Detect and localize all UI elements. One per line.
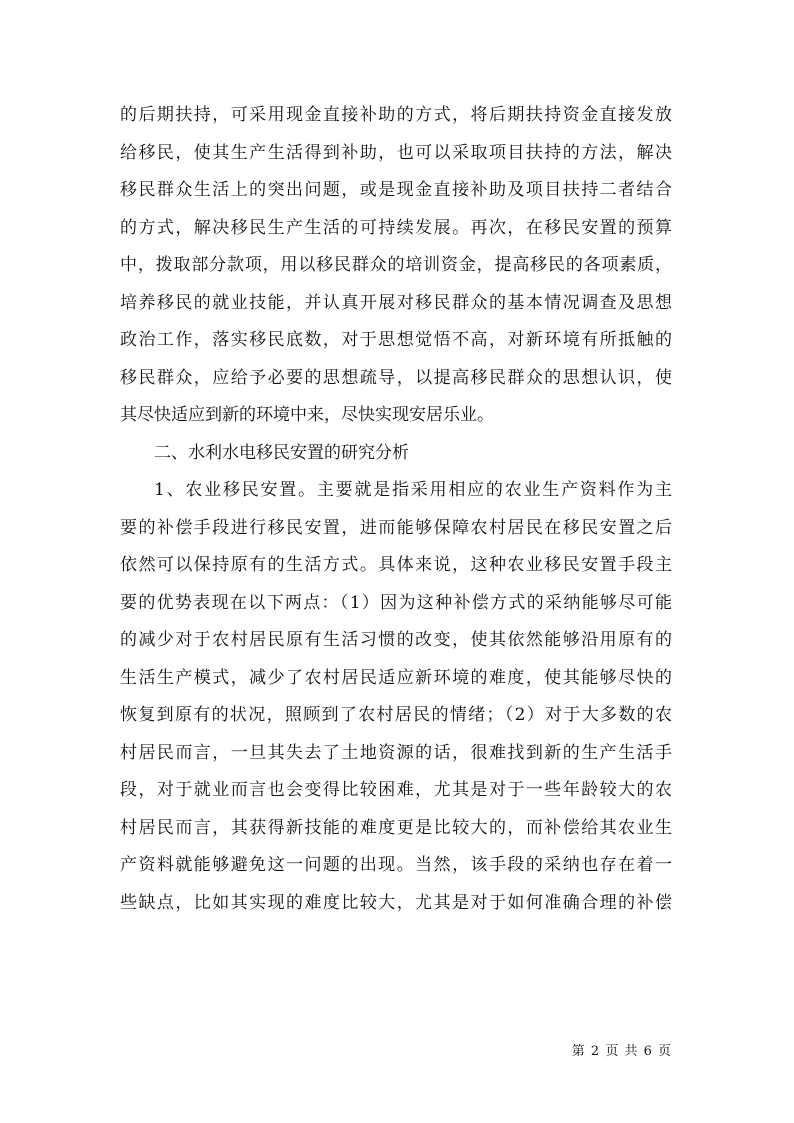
text-line: 中，拨取部分款项，用以移民群众的培训资金，提高移民的各项素质， [120, 255, 672, 275]
text-line: 的减少对于农村居民原有生活习惯的改变，使其依然能够沿用原有的 [120, 630, 672, 650]
body-text [120, 97, 672, 922]
text-line: 要的优势表现在以下两点：（1）因为这种补偿方式的采纳能够尽可能 [120, 592, 672, 613]
text-line: 1、农业移民安置。主要就是指采用相应的农业生产资料作为主 [154, 480, 672, 500]
text-line: 移民群众生活上的突出问题，或是现金直接补助及项目扶持二者结合 [120, 180, 672, 200]
text-line: 要的补偿手段进行移民安置，进而能够保障农村居民在移民安置之后 [120, 517, 672, 538]
text-line: 的方式，解决移民生产生活的可持续发展。再次，在移民安置的预算 [120, 217, 672, 238]
text-line: 培养移民的就业技能，并认真开展对移民群众的基本情况调查及思想 [120, 292, 672, 313]
text-line: 村居民而言，其获得新技能的难度更是比较大的，而补偿给其农业生 [120, 817, 672, 838]
text-line: 给移民，使其生产生活得到补助，也可以采取项目扶持的方法，解决 [120, 142, 672, 163]
text-line: 产资料就能够避免这一问题的出现。当然，该手段的采纳也存在着一 [120, 855, 672, 875]
page-number: 第 2 页 共 6 页 [571, 1044, 672, 1059]
text-line: 政治工作，落实移民底数，对于思想觉悟不高，对新环境有所抵触的 [120, 330, 672, 350]
text-line: 段，对于就业而言也会变得比较困难，尤其是对于一些年龄较大的农 [120, 780, 672, 800]
text-line: 移民群众，应给予必要的思想疏导，以提高移民群众的思想认识，使 [120, 367, 672, 388]
text-line: 恢复到原有的状况，照顾到了农村居民的情绪；（2）对于大多数的农 [120, 705, 672, 725]
text-line: 依然可以保持原有的生活方式。具体来说，这种农业移民安置手段主 [120, 555, 672, 575]
text-line: 生活生产模式，减少了农村居民适应新环境的难度，使其能够尽快的 [120, 667, 672, 688]
section-heading: 二、水利水电移民安置的研究分析 [154, 442, 409, 463]
text-line: 其尽快适应到新的环境中来，尽快实现安居乐业。 [120, 405, 494, 425]
text-line: 些缺点，比如其实现的难度比较大，尤其是对于如何准确合理的补偿 [120, 892, 672, 913]
text-line: 村居民而言，一旦其失去了土地资源的话，很难找到新的生产生活手 [120, 742, 672, 763]
text-line: 的后期扶持，可采用现金直接补助的方式，将后期扶持资金直接发放 [120, 105, 672, 125]
